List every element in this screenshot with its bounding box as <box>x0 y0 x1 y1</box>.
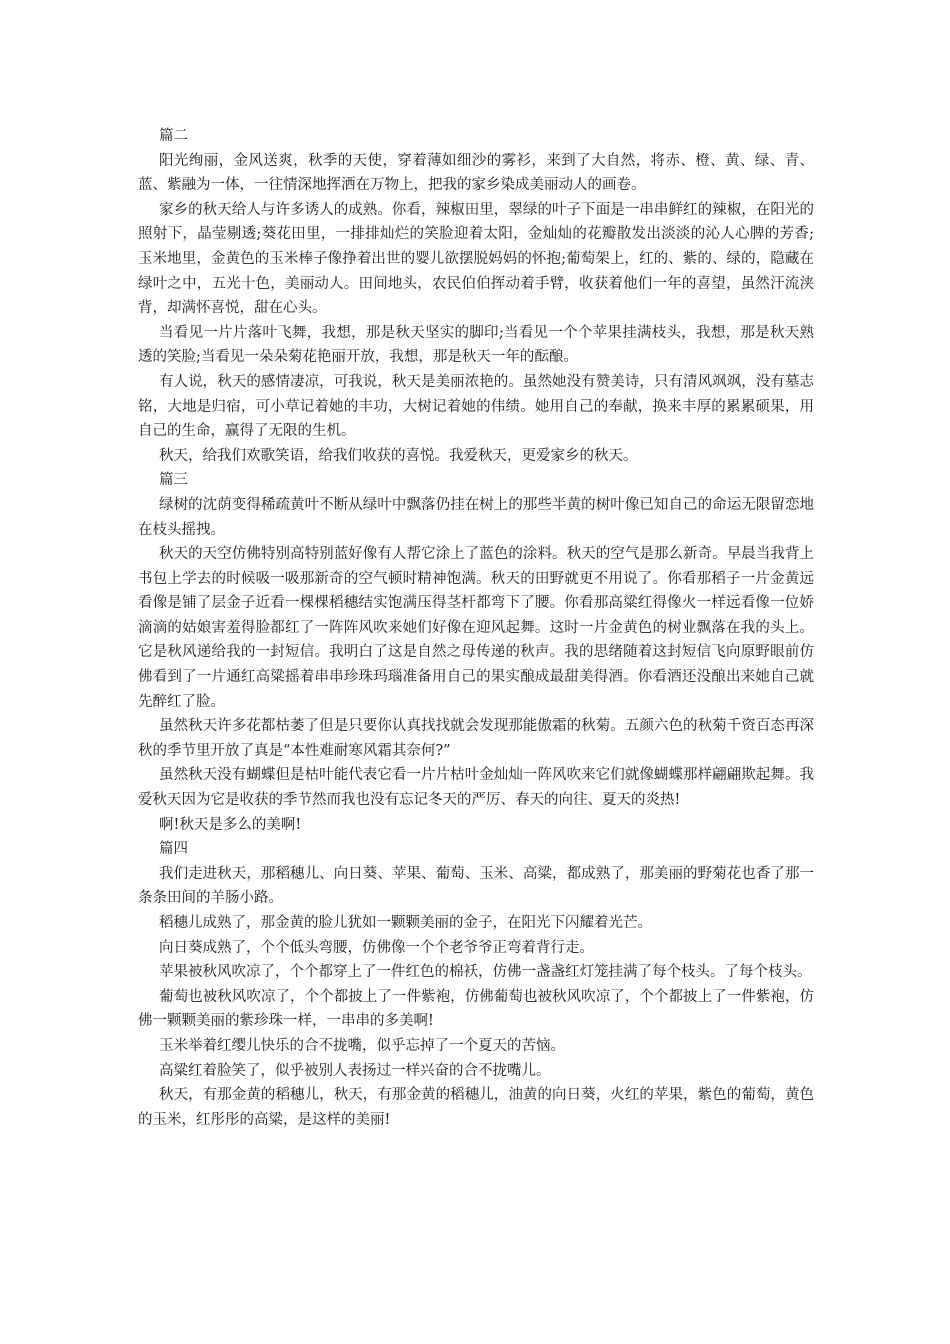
paragraph: 我们走进秋天，那稻穗儿、向日葵、苹果、葡萄、玉米、高粱，都成熟了，那美丽的野菊花也香了那一条条田间的羊肠小路。 <box>138 865 814 907</box>
section-heading-2: 篇二 <box>159 128 189 144</box>
paragraph: 虽然秋天许多花都枯萎了但是只要你认真找找就会发现那能傲霜的秋菊。五颜六色的秋菊千资百态再深秋的季节里开放了真是“本性难耐寒风霜其奈何?” <box>138 718 814 759</box>
paragraph: 秋天的天空仿佛特别高特别蓝好像有人帮它涂上了蓝色的涂料。秋天的空气是那么新奇。早晨当我背上书包上学去的时候吸一吸那新奇的空气顿时精神饱满。秋天的田野就更不用说了。你看那稻子一片金黄远看像是铺了层金子近看一棵棵稻穗结实饱满压得茎杆都弯下了腰。你看那高粱红得像火一样远看像一位娇滴滴的姑娘害羞得脸都红了一阵阵风吹来她们好像在迎风起舞。这时一片金黄色的树业飘落在我的头上。它是秋风递给我的一封短信。我明白了这是自然之母传递的秋声。我的思绪随着这封短信飞向原野眼前仿佛看到了一片通红高粱摇着串串珍珠玛瑙准备用自己的果实酿成最甜美得酒。你看酒还没酿出来她自己就先醉红了脸。 <box>138 546 814 710</box>
section-heading-3: 篇三 <box>159 472 189 489</box>
paragraph: 苹果被秋风吹凉了，个个都穿上了一件红色的棉袄，仿佛一盏盏红灯笼挂满了每个枝头。了每个枝头。 <box>159 964 812 981</box>
document-body <box>138 124 814 1132</box>
paragraph: 向日葵成熟了，个个低头弯腰，仿佛像一个个老爷爷正弯着背行走。 <box>159 939 595 956</box>
paragraph: 秋天，有那金黄的稻穗儿，秋天，有那金黄的稻穗儿，油黄的向日葵，火红的苹果，紫色的葡萄，黄色的玉米，红彤彤的高粱，是这样的美丽! <box>138 1087 814 1128</box>
paragraph: 啊!秋天是多么的美啊! <box>159 816 302 833</box>
paragraph: 家乡的秋天给人与许多诱人的成熟。你看，辣椒田里，翠绿的叶子下面是一串串鲜红的辣椒，在阳光的照射下，晶莹剔透;葵花田里，一排排灿烂的笑脸迎着太阳，金灿灿的花瓣散发出淡淡的沁人心脾的芳香;玉米地里，金黄色的玉米棒子像挣着出世的婴儿欲摆脱妈妈的怀抱;葡萄架上，红的、紫的、绿的，隐藏在绿叶之中，五光十色，美丽动人。田间地头，农民伯伯挥动着手臂，收获着他们一年的喜望，虽然汗流浃背，却满怀喜悦，甜在心头。 <box>138 201 814 317</box>
paragraph: 绿树的沈荫变得稀疏黄叶不断从绿叶中飘落仍挂在树上的那些半黄的树叶像已知自己的命运无限留恋地在枝头摇拽。 <box>138 496 814 538</box>
paragraph: 高粱红着脸笑了，似乎被别人表扬过一样兴奋的合不拢嘴儿。 <box>159 1062 551 1079</box>
paragraph: 稻穗儿成熟了，那金黄的脸儿犹如一颗颗美丽的金子，在阳光下闪耀着光芒。 <box>159 915 653 931</box>
paragraph: 玉米举着红缨儿快乐的合不拢嘴，似乎忘掉了一个夏天的苦恼。 <box>159 1037 566 1054</box>
paragraph: 秋天，给我们欢歌笑语，给我们收获的喜悦。我爱秋天，更爱家乡的秋天。 <box>159 447 638 464</box>
paragraph: 葡萄也被秋风吹凉了，个个都披上了一件紫袍，仿佛葡萄也被秋风吹凉了，个个都披上了一件紫袍，仿佛一颗颗美丽的紫珍珠一样，一串串的多美啊! <box>138 988 814 1030</box>
paragraph: 当看见一片片落叶飞舞，我想，那是秋天坚实的脚印;当看见一个个苹果挂满枝头，我想，那是秋天熟透的笑脸;当看见一朵朵菊花艳丽开放，我想，那是秋天一年的酝酿。 <box>138 324 814 366</box>
paragraph: 阳光绚丽，金风送爽，秋季的天使，穿着薄如细沙的雾衫，来到了大自然，将赤、橙、黄、绿、青、蓝、紫融为一体，一往情深地挥洒在万物上，把我的家乡染成美丽动人的画卷。 <box>138 152 814 194</box>
paragraph: 有人说，秋天的感情凄凉，可我说，秋天是美丽浓艳的。虽然她没有赞美诗，只有清风飒飒，没有墓志铭，大地是归宿，可小草记着她的丰功，大树记着她的伟绩。她用自己的奉献，换来丰厚的累累硕果，用自己的生命，赢得了无限的生机。 <box>138 373 814 440</box>
paragraph: 虽然秋天没有蝴蝶但是枯叶能代表它看一片片枯叶金灿灿一阵风吹来它们就像蝴蝶那样翩翩欺起舞。我爱秋天因为它是收获的季节然而我也没有忘记冬天的严厉、春天的向往、夏天的炎热! <box>138 767 814 809</box>
section-heading-4: 篇四 <box>159 841 189 858</box>
